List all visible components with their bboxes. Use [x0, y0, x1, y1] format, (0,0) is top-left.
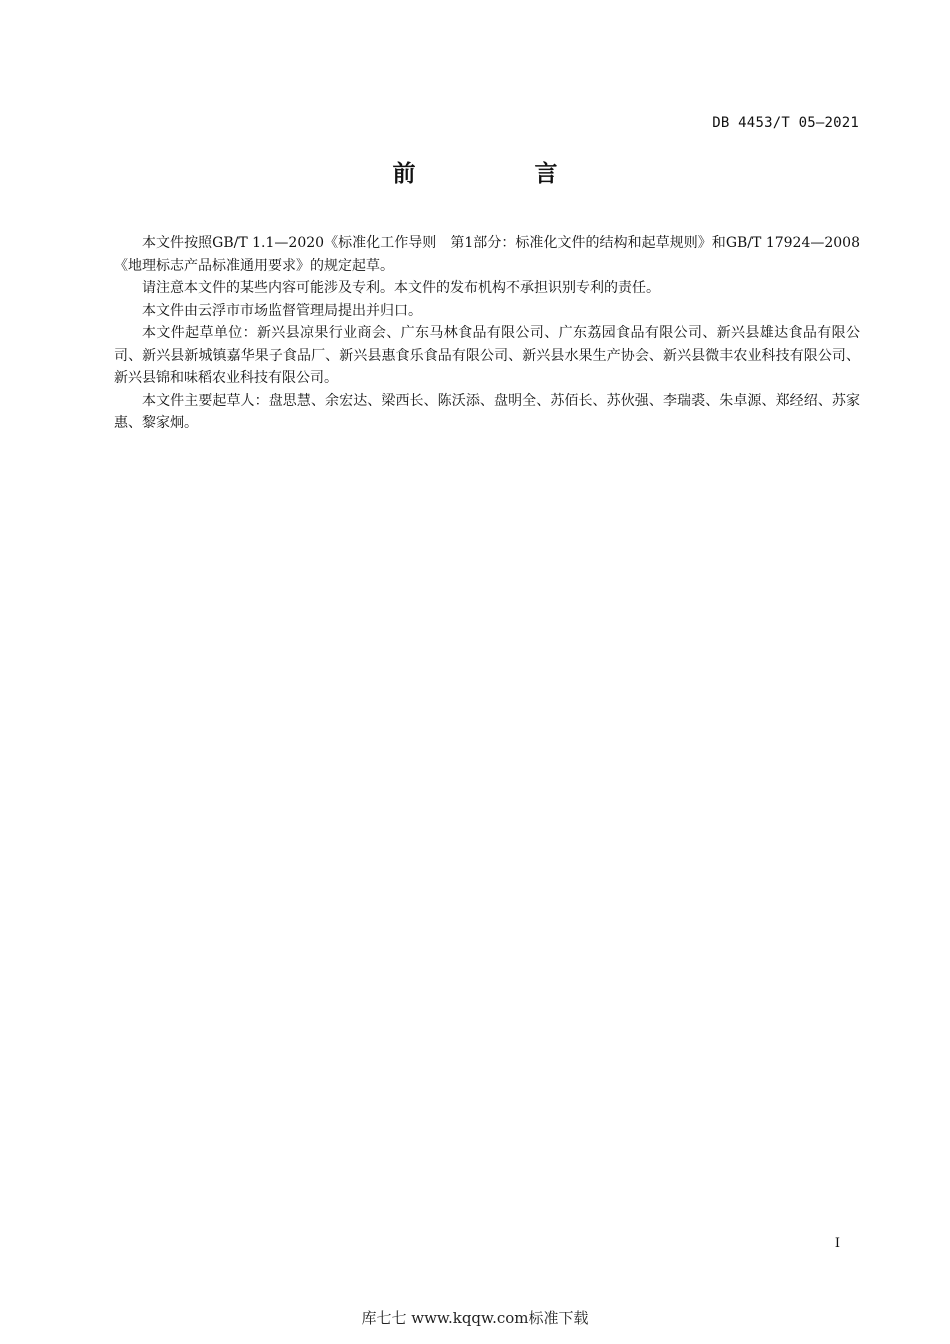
foreword-body — [114, 232, 860, 435]
paragraph-proposer: 本文件由云浮市市场监督管理局提出并归口。 — [142, 302, 422, 319]
paragraph-patent-notice: 请注意本文件的某些内容可能涉及专利。本文件的发布机构不承担识别专利的责任。 — [142, 280, 660, 296]
document-code: DB 4453/T 05—2021 — [712, 115, 859, 131]
paragraph-drafters: 本文件主要起草人：盘思慧、余宏达、梁西长、陈沃添、盘明全、苏佰长、苏伙强、李瑞裘、朱卓源、郑经绍、苏家惠、黎家炯。 — [114, 392, 860, 431]
paragraph-drafting-rules: 本文件按照GB/T 1.1—2020《标准化工作导则 第1部分：标准化文件的结构和起草规则》和GB/T 17924—2008《地理标志产品标准通用要求》的规定起草。 — [114, 235, 860, 274]
page-title: 前 言 — [392, 161, 606, 187]
paragraph-drafting-units: 本文件起草单位：新兴县凉果行业商会、广东马林食品有限公司、广东荔园食品有限公司、新兴县雄达食品有限公司、新兴县新城镇嘉华果子食品厂、新兴县惠食乐食品有限公司、新兴县水果生产协会、新兴县微丰农业科技有限公司、新兴县锦和味稻农业科技有限公司。 — [114, 325, 860, 386]
footer-watermark: 库七七 www.kqqw.com标准下载 — [361, 1309, 589, 1327]
page-number: I — [834, 1236, 840, 1251]
